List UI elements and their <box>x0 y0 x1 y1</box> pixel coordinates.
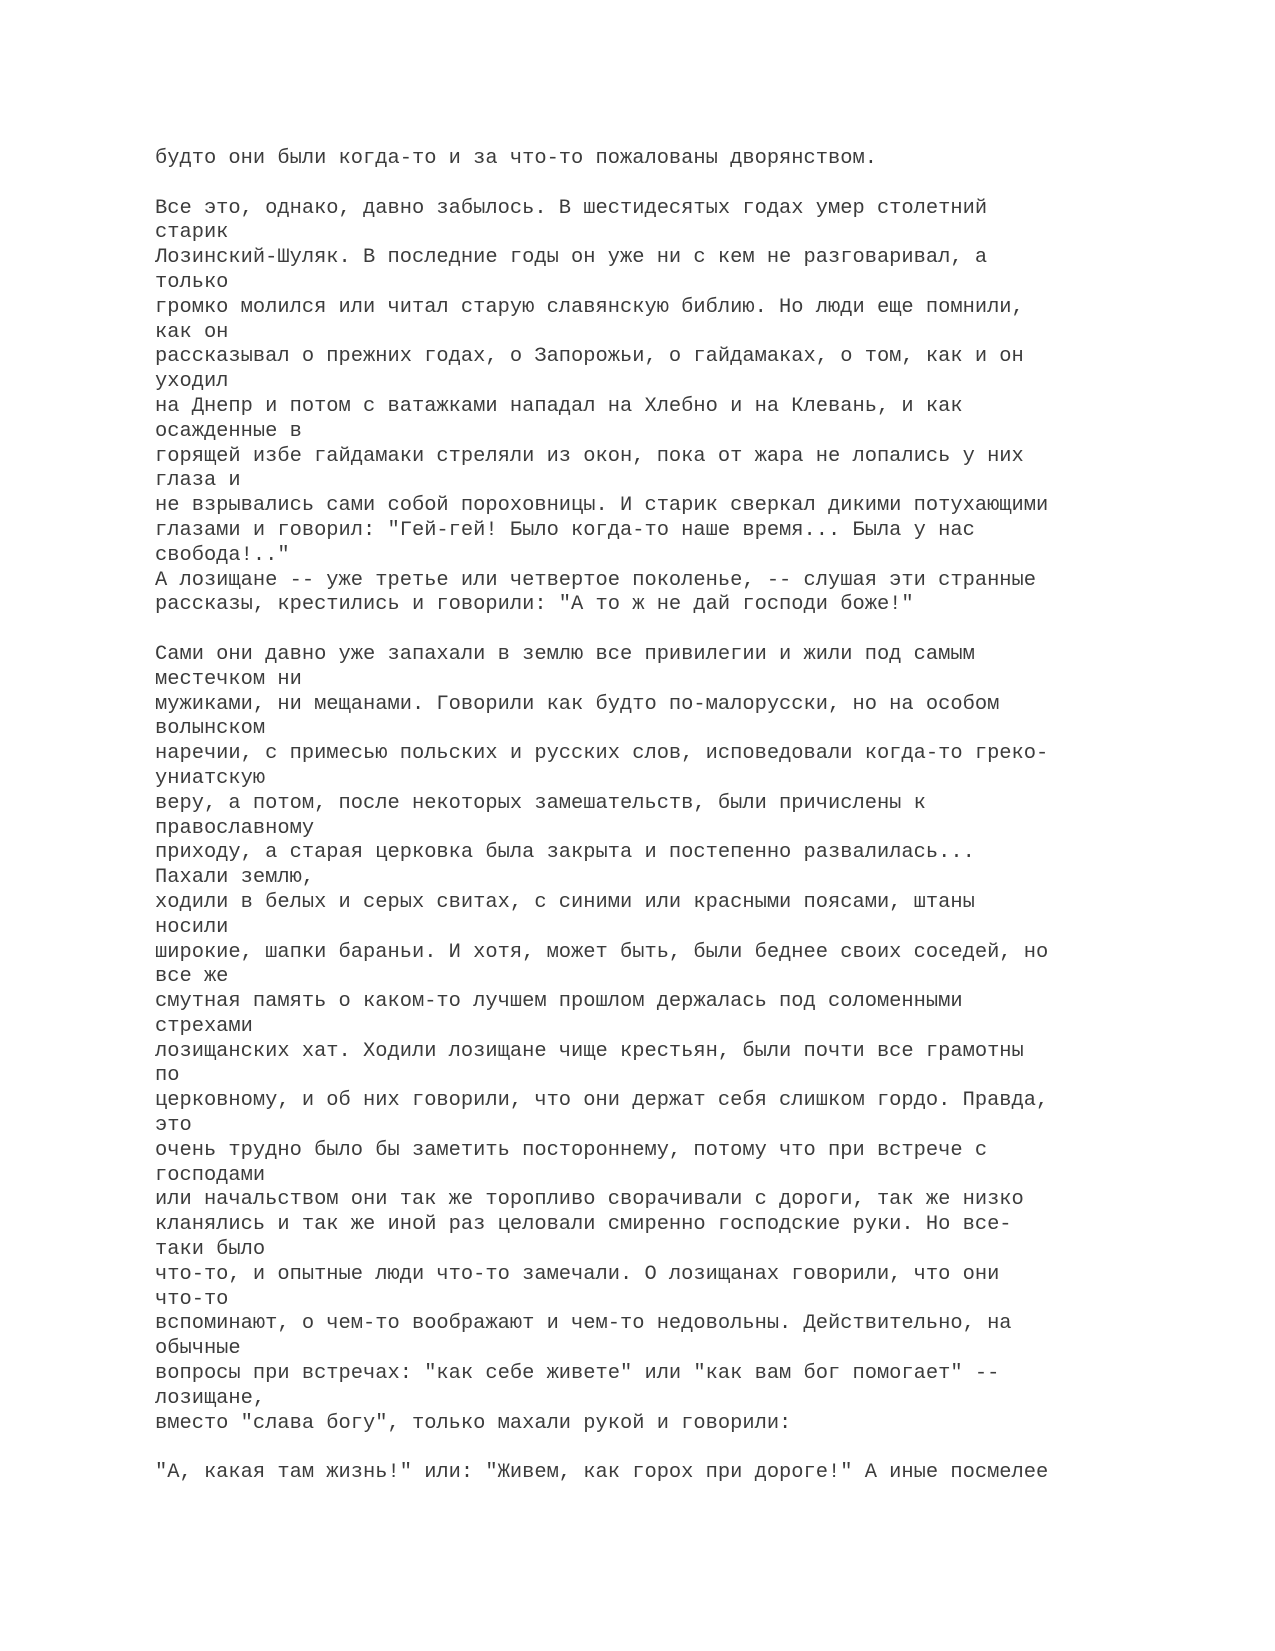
text-line: носили <box>155 915 229 939</box>
text-line: или начальством они так же торопливо сворачивали с дороги, так же низко <box>155 1188 1024 1212</box>
text-line: все же <box>155 965 229 989</box>
text-line: громко молился или читал старую славянскую библию. Но люди еще помнили, <box>155 295 1024 319</box>
text-line: старик <box>155 221 229 245</box>
text-line: осажденные в <box>155 419 302 443</box>
text-line: глазами и говорил: "Гей-гей! Было когда-то наше время... Была у нас <box>155 518 975 542</box>
text-line: кланялись и так же иной раз целовали смиренно господские руки. Но все- <box>155 1213 1012 1237</box>
text-line: А лозищане -- уже третье или четвертое поколенье, -- слушая эти странные <box>155 568 1037 592</box>
paragraph-gap <box>155 1436 1265 1461</box>
text-line: православному <box>155 816 315 840</box>
text-line: вопросы при встречах: "как себе живете" или "как вам бог помогает" -- <box>155 1362 1000 1386</box>
text-line: горящей избе гайдамаки стреляли из окон, пока от жара не лопались у них <box>155 444 1024 468</box>
text-line: что-то, и опытные люди что-то замечали. О лозищанах говорили, что они <box>155 1262 1000 1286</box>
text-line: стрехами <box>155 1014 253 1038</box>
text-line: на Днепр и потом с ватажками нападал на Хлебно и на Клевань, и как <box>155 394 963 418</box>
text-line: не взрывались сами собой пороховницы. И старик сверкал дикими потухающими <box>155 494 1049 518</box>
text-line: это <box>155 1114 192 1138</box>
text-line: что-то <box>155 1287 229 1311</box>
document-text <box>155 147 1265 1486</box>
text-line: смутная память о каком-то лучшем прошлом держалась под соломенными <box>155 990 963 1014</box>
text-line: Все это, однако, давно забылось. В шестидесятых годах умер столетний <box>155 196 988 220</box>
text-line: обычные <box>155 1337 241 1361</box>
text-line: господами <box>155 1163 266 1187</box>
text-line: наречии, с примесью польских и русских слов, исповедовали когда-то греко- <box>155 742 1049 766</box>
text-line: только <box>155 270 229 294</box>
text-line: "А, какая там жизнь!" или: "Живем, как горох при дороге!" А иные посмелее <box>155 1461 1049 1485</box>
text-line: как он <box>155 320 229 344</box>
text-line: веру, а потом, после некоторых замешательств, были причислены к <box>155 791 926 815</box>
paragraph-gap <box>155 172 1265 197</box>
text-line: Лозинский-Шуляк. В последние годы он уже ни с кем не разговаривал, а <box>155 246 988 270</box>
text-line: очень трудно было бы заметить постороннему, потому что при встрече с <box>155 1138 988 1162</box>
paragraph <box>155 1461 1265 1486</box>
text-line: приходу, а старая церковка была закрыта и постепенно развалилась... <box>155 841 975 865</box>
text-line: ходили в белых и серых свитах, с синими или красными поясами, штаны <box>155 890 975 914</box>
text-line: местечком ни <box>155 667 302 691</box>
text-line: вспоминают, о чем-то воображают и чем-то недовольны. Действительно, на <box>155 1312 1012 1336</box>
text-line: вместо "слава богу", только махали рукой и говорили: <box>155 1411 792 1435</box>
text-line: Пахали землю, <box>155 866 315 890</box>
paragraph <box>155 643 1265 1437</box>
text-line: свобода!.." <box>155 543 290 567</box>
text-line: мужиками, ни мещанами. Говорили как будто по-малорусски, но на особом <box>155 692 1000 716</box>
text-line: волынском <box>155 717 266 741</box>
text-line: лозищане, <box>155 1386 266 1410</box>
text-line: таки было <box>155 1238 266 1262</box>
text-line: глаза и <box>155 469 241 493</box>
paragraph-gap <box>155 618 1265 643</box>
text-line: Сами они давно уже запахали в землю все привилегии и жили под самым <box>155 642 975 666</box>
text-line: униатскую <box>155 766 266 790</box>
paragraph <box>155 197 1265 619</box>
text-line: церковному, и об них говорили, что они держат себя слишком гордо. Правда, <box>155 1089 1049 1113</box>
text-line: широкие, шапки бараньи. И хотя, может быть, были беднее своих соседей, но <box>155 940 1049 964</box>
text-line: лозищанских хат. Ходили лозищане чище крестьян, были почти все грамотны <box>155 1039 1024 1063</box>
text-line: рассказы, крестились и говорили: "А то ж не дай господи боже!" <box>155 593 914 617</box>
text-line: рассказывал о прежних годах, о Запорожьи, о гайдамаках, о том, как и он <box>155 345 1024 369</box>
paragraph <box>155 147 1265 172</box>
text-line: по <box>155 1064 180 1088</box>
text-line: будто они были когда-то и за что-то пожалованы дворянством. <box>155 147 877 170</box>
text-line: уходил <box>155 370 229 394</box>
